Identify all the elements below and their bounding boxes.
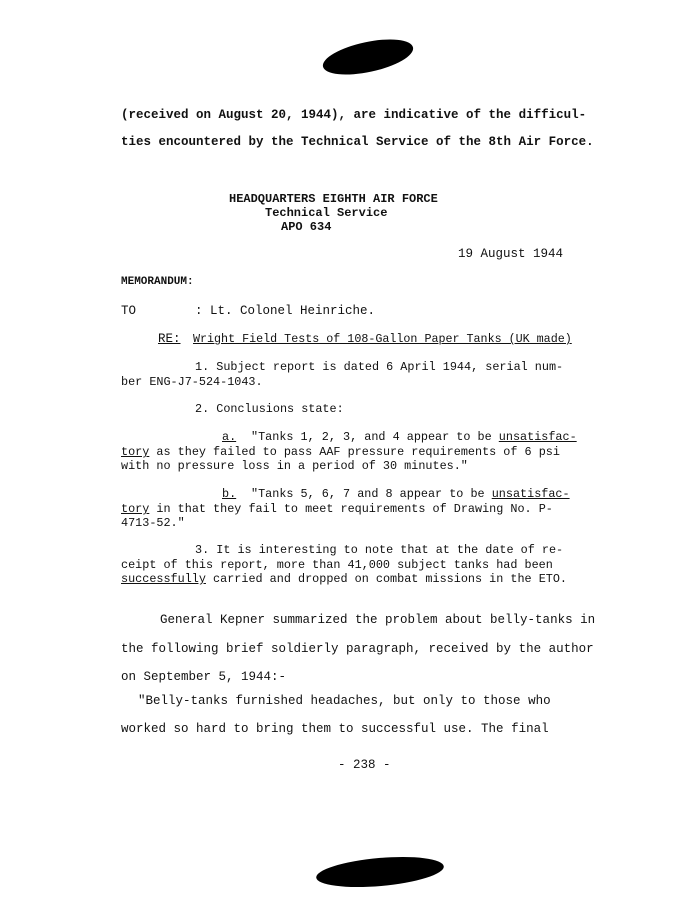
- memo-para-a-tory: tory: [121, 445, 150, 459]
- memo-para-a-line-1: [251, 430, 577, 444]
- memo-heading-apo: APO 634: [281, 220, 332, 234]
- memo-para-1-line-2: ber ENG-J7-524-1043.: [121, 375, 263, 389]
- memo-para-3-text: carried and dropped on combat missions in the ETO.: [213, 572, 568, 586]
- memo-para-a-text-2: as they failed to pass AAF pressure requirements of 6 psi: [156, 445, 560, 459]
- body-line-2: the following brief soldierly paragraph, received by the author: [121, 642, 594, 656]
- memo-para-3-successfully: successfully: [121, 572, 206, 586]
- memo-para-b-text: "Tanks 5, 6, 7 and 8 appear to be: [251, 487, 485, 501]
- memo-heading-hq: HEADQUARTERS EIGHTH AIR FORCE: [229, 192, 438, 206]
- memo-type: MEMORANDUM:: [121, 276, 194, 288]
- memo-para-1-line-1: 1. Subject report is dated 6 April 1944, serial num-: [195, 360, 564, 374]
- memo-heading-service: Technical Service: [265, 206, 388, 220]
- memo-para-b-line-1: [251, 487, 570, 501]
- memo-para-3-line-3: [121, 572, 567, 586]
- memo-para-3-line-2: ceipt of this report, more than 41,000 subject tanks had been: [121, 558, 553, 572]
- body-line-1: General Kepner summarized the problem about belly-tanks in: [160, 613, 596, 627]
- memo-para-b-line-3: 4713-52.": [121, 516, 185, 530]
- memo-para-b-tory: tory: [121, 502, 150, 516]
- intro-line-1: (received on August 20, 1944), are indicative of the difficul-: [121, 108, 587, 122]
- body-line-3: on September 5, 1944:-: [121, 670, 287, 684]
- memo-re-subject: Wright Field Tests of 108-Gallon Paper Tanks (UK made): [193, 332, 572, 346]
- memo-to-value: : Lt. Colonel Heinriche.: [195, 304, 376, 318]
- memo-re-label: RE:: [158, 332, 181, 346]
- memo-para-b-label: b.: [222, 487, 237, 501]
- body-line-5: worked so hard to bring them to successful use. The final: [121, 722, 549, 736]
- memo-para-2: 2. Conclusions state:: [195, 402, 344, 416]
- memo-para-a-text: "Tanks 1, 2, 3, and 4 appear to be: [251, 430, 492, 444]
- redaction-mark-bottom: [315, 852, 445, 891]
- intro-line-2: ties encountered by the Technical Service of the 8th Air Force.: [121, 135, 594, 149]
- memo-para-b-unsatisfactory: unsatisfac-: [491, 487, 570, 501]
- memo-para-a-unsatisfactory: unsatisfac-: [498, 430, 577, 444]
- memo-para-a-label: a.: [222, 430, 237, 444]
- memo-para-a-line-3: with no pressure loss in a period of 30 minutes.": [121, 459, 468, 473]
- page-number: - 238 -: [338, 758, 391, 772]
- memo-para-b-line-2: [121, 502, 553, 516]
- memo-para-b-text-2: in that they fail to meet requirements of Drawing No. P-: [156, 502, 553, 516]
- memo-to-label: TO: [121, 304, 137, 318]
- memo-date: 19 August 1944: [458, 247, 564, 261]
- body-line-4: "Belly-tanks furnished headaches, but only to those who: [138, 694, 551, 708]
- memo-para-3-line-1: 3. It is interesting to note that at the date of re-: [195, 543, 564, 557]
- memo-para-a-line-2: [121, 445, 560, 459]
- redaction-mark-top: [320, 33, 416, 81]
